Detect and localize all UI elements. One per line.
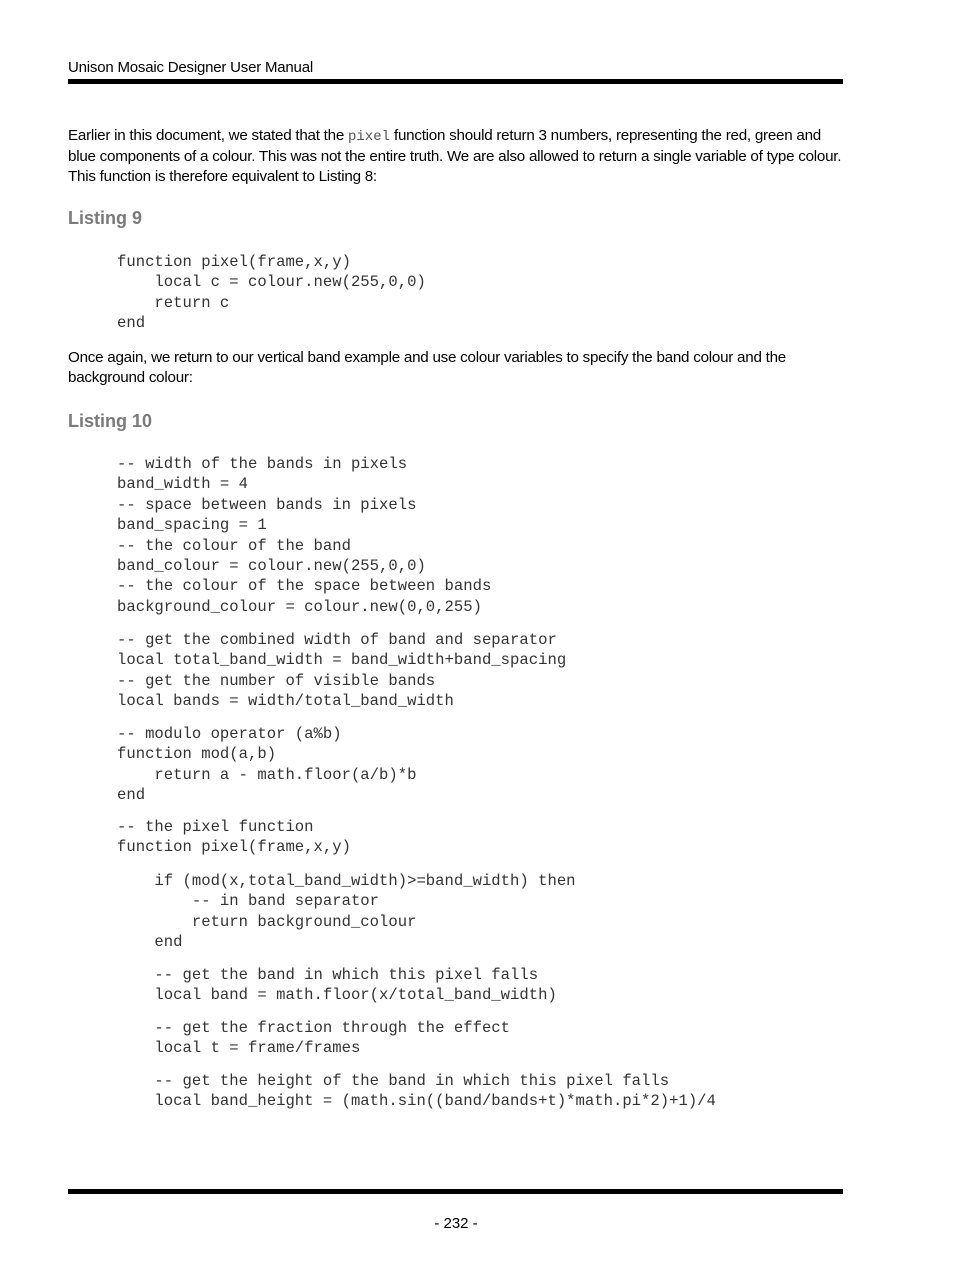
listing-9-code: function pixel(frame,x,y) local c = colour.new(255,0,0) return c end: [117, 253, 426, 333]
listing-9-title: Listing 9: [68, 208, 143, 228]
listing-10-code-block: -- modulo operator (a%b) function mod(a,b) return a - math.floor(a/b)*b end: [117, 725, 417, 805]
intro-text-before: Earlier in this document, we stated that the: [68, 127, 348, 144]
listing-10-title: Listing 10: [68, 411, 153, 431]
listing-10-code-block: -- get the combined width of band and separator local total_band_width = band_width+band_spacing -- get the number of visible bands local bands = width/total_band_width: [117, 631, 567, 711]
intro-text-after: function should return 3 numbers, representing the red, green and blue components of a colour. This was not the entire truth. We are also allowed to return a single variable of type colour. This function is therefore equivalent to Listing 8:: [68, 127, 842, 185]
listing-10-code-block: if (mod(x,total_band_width)>=band_width) then -- in band separator return background_colour end: [154, 872, 576, 952]
listing-10-code-block: -- the pixel function function pixel(frame,x,y): [117, 818, 351, 857]
header-rule: [68, 79, 843, 84]
listing-10-code-block: -- get the height of the band in which this pixel falls local band_height = (math.sin((band/bands+t)*math.pi*2)+1)/4: [154, 1072, 716, 1111]
page-number: - 232 -: [434, 1215, 478, 1232]
document-header-title: Unison Mosaic Designer User Manual: [68, 59, 313, 76]
band-example-paragraph: Once again, we return to our vertical band example and use colour variables to specify the band colour and the background colour:: [68, 349, 786, 386]
intro-paragraph: [68, 126, 843, 187]
footer-rule: [68, 1189, 843, 1194]
listing-10-code-block: -- get the fraction through the effect local t = frame/frames: [154, 1019, 511, 1058]
inline-code-pixel: pixel: [348, 129, 391, 145]
listing-10-code-block: -- width of the bands in pixels band_width = 4 -- space between bands in pixels band_spacing = 1 -- the colour of the band band_colour = colour.new(255,0,0) -- the colour of the space between bands background_colour = colour.new(0,0,255): [117, 455, 492, 616]
listing-10-code-block: -- get the band in which this pixel falls local band = math.floor(x/total_band_width): [154, 966, 557, 1005]
